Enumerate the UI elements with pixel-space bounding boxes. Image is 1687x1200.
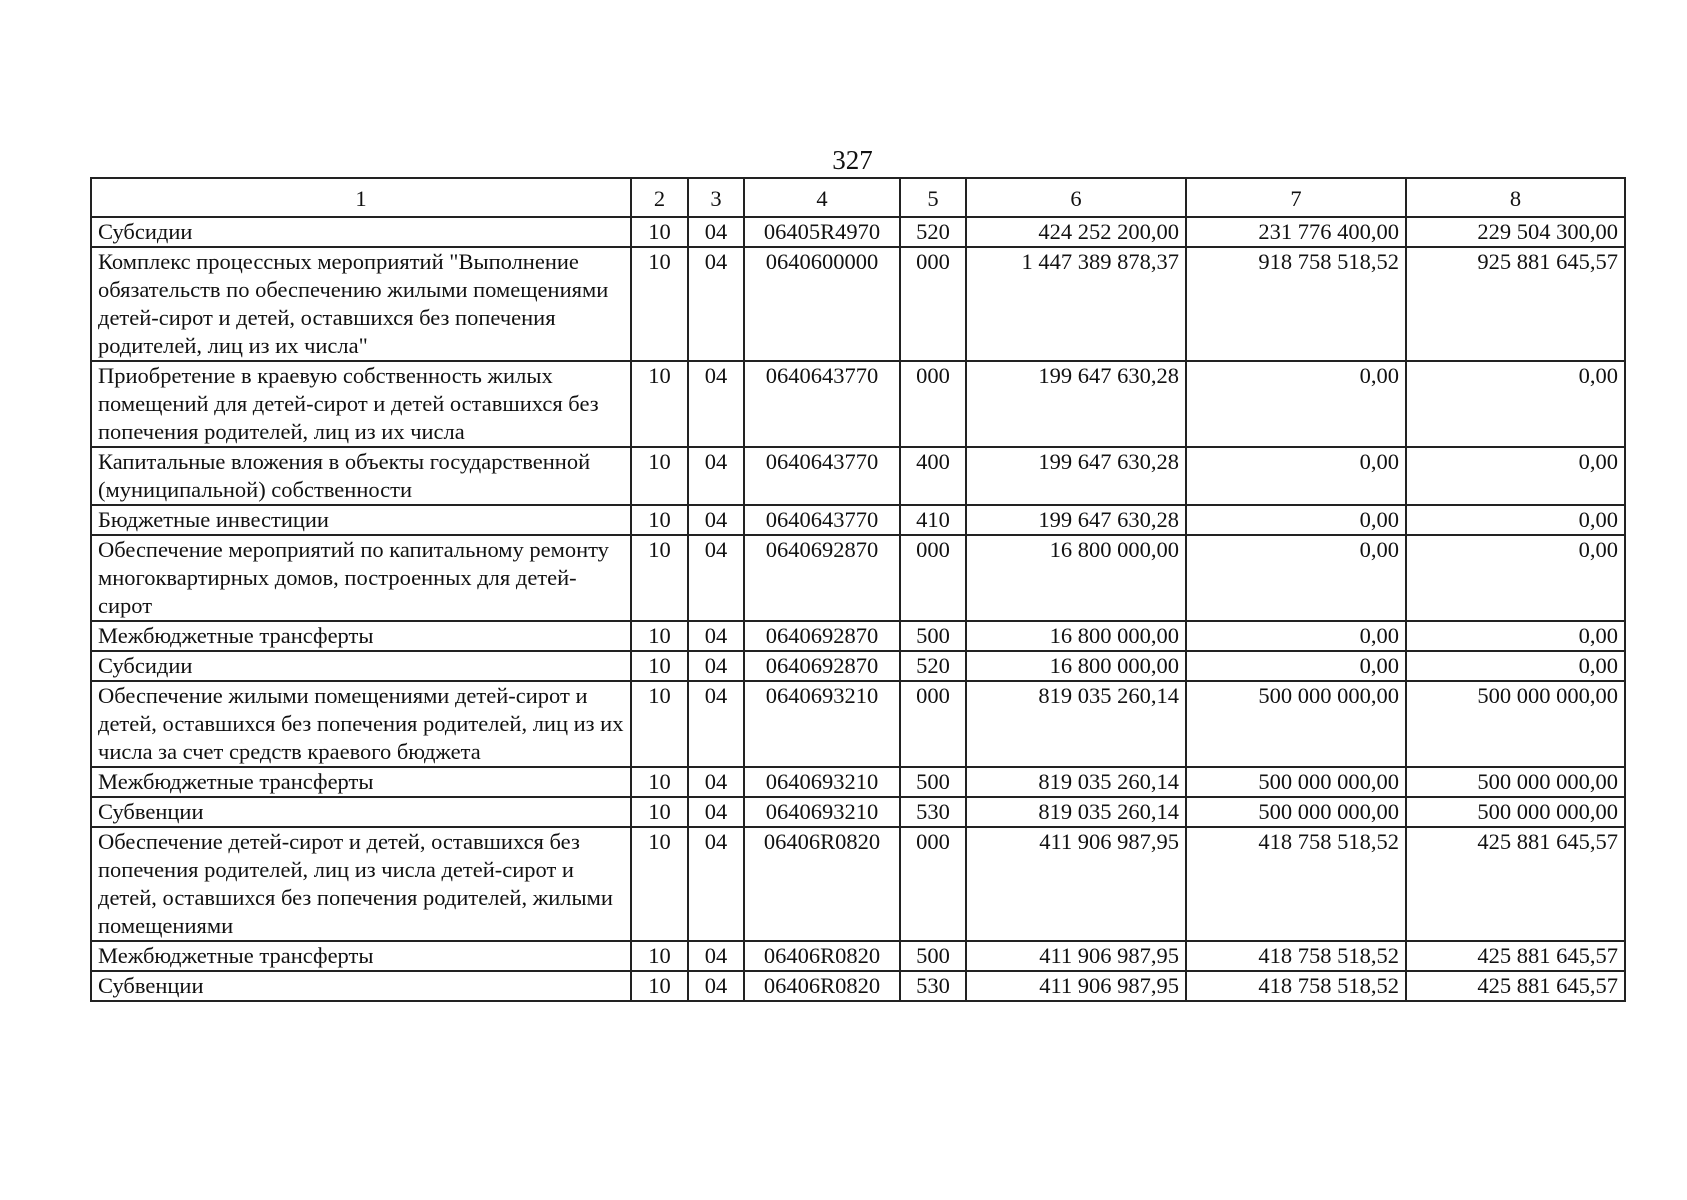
row-expense-type: 500 [900, 621, 966, 651]
row-target-code: 0640643770 [744, 505, 900, 535]
row-amount-col7: 0,00 [1186, 361, 1406, 447]
row-amount-col7: 500 000 000,00 [1186, 681, 1406, 767]
table-row [91, 217, 1625, 247]
row-target-code: 06406R0820 [744, 971, 900, 1001]
row-amount-col8: 0,00 [1406, 535, 1625, 621]
row-amount-col8: 425 881 645,57 [1406, 827, 1625, 941]
row-amount-col6: 411 906 987,95 [966, 827, 1186, 941]
row-name: Обеспечение детей-сирот и детей, оставшихся без попечения родителей, лиц из числа детей-сирот и детей, оставшихся без попечения родителей, жилыми помещениями [91, 827, 631, 941]
row-expense-type: 000 [900, 361, 966, 447]
row-expense-type: 500 [900, 941, 966, 971]
row-name: Субсидии [91, 651, 631, 681]
row-section: 10 [631, 797, 688, 827]
row-subsection: 04 [688, 361, 744, 447]
header-col-3: 3 [688, 178, 744, 217]
row-amount-col8: 0,00 [1406, 505, 1625, 535]
row-expense-type: 530 [900, 971, 966, 1001]
row-expense-type: 000 [900, 247, 966, 361]
row-expense-type: 000 [900, 827, 966, 941]
header-col-6: 6 [966, 178, 1186, 217]
row-section: 10 [631, 535, 688, 621]
table-row [91, 621, 1625, 651]
row-name: Межбюджетные трансферты [91, 767, 631, 797]
row-amount-col6: 424 252 200,00 [966, 217, 1186, 247]
row-amount-col6: 411 906 987,95 [966, 971, 1186, 1001]
header-col-5: 5 [900, 178, 966, 217]
row-amount-col7: 418 758 518,52 [1186, 971, 1406, 1001]
row-target-code: 0640693210 [744, 767, 900, 797]
row-section: 10 [631, 361, 688, 447]
row-subsection: 04 [688, 767, 744, 797]
row-expense-type: 000 [900, 681, 966, 767]
row-amount-col7: 500 000 000,00 [1186, 767, 1406, 797]
row-amount-col6: 819 035 260,14 [966, 681, 1186, 767]
table-row [91, 651, 1625, 681]
row-name: Субвенции [91, 797, 631, 827]
row-name: Комплекс процессных мероприятий "Выполнение обязательств по обеспечению жилыми помещениями детей-сирот и детей, оставшихся без попечения родителей, лиц из их числа" [91, 247, 631, 361]
row-amount-col8: 500 000 000,00 [1406, 767, 1625, 797]
row-amount-col7: 0,00 [1186, 447, 1406, 505]
table-row [91, 971, 1625, 1001]
row-target-code: 0640693210 [744, 797, 900, 827]
row-subsection: 04 [688, 827, 744, 941]
header-col-1: 1 [91, 178, 631, 217]
row-amount-col7: 0,00 [1186, 535, 1406, 621]
row-section: 10 [631, 767, 688, 797]
row-amount-col6: 819 035 260,14 [966, 797, 1186, 827]
row-target-code: 0640692870 [744, 651, 900, 681]
row-amount-col7: 418 758 518,52 [1186, 941, 1406, 971]
row-amount-col8: 0,00 [1406, 447, 1625, 505]
table-row [91, 535, 1625, 621]
row-amount-col6: 1 447 389 878,37 [966, 247, 1186, 361]
row-section: 10 [631, 651, 688, 681]
row-target-code: 0640643770 [744, 447, 900, 505]
budget-table [90, 177, 1626, 1002]
page-number: 327 [832, 145, 873, 175]
table-row [91, 505, 1625, 535]
row-name: Субсидии [91, 217, 631, 247]
header-col-7: 7 [1186, 178, 1406, 217]
row-section: 10 [631, 971, 688, 1001]
row-amount-col7: 418 758 518,52 [1186, 827, 1406, 941]
row-amount-col6: 199 647 630,28 [966, 505, 1186, 535]
row-subsection: 04 [688, 941, 744, 971]
row-amount-col7: 918 758 518,52 [1186, 247, 1406, 361]
row-amount-col8: 425 881 645,57 [1406, 941, 1625, 971]
row-expense-type: 410 [900, 505, 966, 535]
row-subsection: 04 [688, 217, 744, 247]
row-name: Межбюджетные трансферты [91, 941, 631, 971]
row-subsection: 04 [688, 681, 744, 767]
table-row [91, 941, 1625, 971]
row-subsection: 04 [688, 621, 744, 651]
row-target-code: 0640692870 [744, 621, 900, 651]
row-amount-col7: 0,00 [1186, 651, 1406, 681]
row-name: Обеспечение мероприятий по капитальному ремонту многоквартирных домов, построенных для детей-сирот [91, 535, 631, 621]
row-section: 10 [631, 827, 688, 941]
table-row [91, 767, 1625, 797]
row-amount-col6: 16 800 000,00 [966, 621, 1186, 651]
table-row [91, 827, 1625, 941]
row-target-code: 06406R0820 [744, 827, 900, 941]
row-section: 10 [631, 217, 688, 247]
row-target-code: 0640600000 [744, 247, 900, 361]
row-name: Межбюджетные трансферты [91, 621, 631, 651]
row-amount-col8: 229 504 300,00 [1406, 217, 1625, 247]
row-subsection: 04 [688, 797, 744, 827]
row-expense-type: 520 [900, 651, 966, 681]
row-name: Обеспечение жилыми помещениями детей-сирот и детей, оставшихся без попечения родителей, лиц из их числа за счет средств краевого бюджета [91, 681, 631, 767]
row-name: Бюджетные инвестиции [91, 505, 631, 535]
row-amount-col6: 819 035 260,14 [966, 767, 1186, 797]
header-row [91, 178, 1625, 217]
row-amount-col6: 16 800 000,00 [966, 651, 1186, 681]
row-target-code: 06406R0820 [744, 941, 900, 971]
table-body [91, 217, 1625, 1001]
row-amount-col8: 925 881 645,57 [1406, 247, 1625, 361]
row-amount-col6: 16 800 000,00 [966, 535, 1186, 621]
table-row [91, 797, 1625, 827]
row-section: 10 [631, 621, 688, 651]
row-amount-col8: 500 000 000,00 [1406, 681, 1625, 767]
row-subsection: 04 [688, 971, 744, 1001]
row-amount-col6: 199 647 630,28 [966, 361, 1186, 447]
row-section: 10 [631, 247, 688, 361]
row-name: Приобретение в краевую собственность жилых помещений для детей-сирот и детей оставшихся без попечения родителей, лиц из их числа [91, 361, 631, 447]
row-amount-col7: 500 000 000,00 [1186, 797, 1406, 827]
row-amount-col8: 500 000 000,00 [1406, 797, 1625, 827]
row-subsection: 04 [688, 447, 744, 505]
row-amount-col7: 0,00 [1186, 505, 1406, 535]
row-amount-col7: 231 776 400,00 [1186, 217, 1406, 247]
row-subsection: 04 [688, 651, 744, 681]
row-expense-type: 000 [900, 535, 966, 621]
table-row [91, 681, 1625, 767]
table-header [91, 178, 1625, 217]
header-col-4: 4 [744, 178, 900, 217]
row-target-code: 0640643770 [744, 361, 900, 447]
row-name: Капитальные вложения в объекты государственной (муниципальной) собственности [91, 447, 631, 505]
row-subsection: 04 [688, 247, 744, 361]
row-section: 10 [631, 505, 688, 535]
table-row [91, 447, 1625, 505]
row-target-code: 0640693210 [744, 681, 900, 767]
row-subsection: 04 [688, 535, 744, 621]
row-amount-col8: 0,00 [1406, 621, 1625, 651]
row-amount-col7: 0,00 [1186, 621, 1406, 651]
row-amount-col8: 425 881 645,57 [1406, 971, 1625, 1001]
row-expense-type: 400 [900, 447, 966, 505]
row-target-code: 06405R4970 [744, 217, 900, 247]
header-col-2: 2 [631, 178, 688, 217]
table-row [91, 361, 1625, 447]
row-subsection: 04 [688, 505, 744, 535]
header-col-8: 8 [1406, 178, 1625, 217]
row-amount-col6: 199 647 630,28 [966, 447, 1186, 505]
row-expense-type: 520 [900, 217, 966, 247]
row-section: 10 [631, 681, 688, 767]
row-expense-type: 530 [900, 797, 966, 827]
row-section: 10 [631, 941, 688, 971]
row-target-code: 0640692870 [744, 535, 900, 621]
row-section: 10 [631, 447, 688, 505]
row-amount-col6: 411 906 987,95 [966, 941, 1186, 971]
row-name: Субвенции [91, 971, 631, 1001]
row-amount-col8: 0,00 [1406, 651, 1625, 681]
table-row [91, 247, 1625, 361]
row-amount-col8: 0,00 [1406, 361, 1625, 447]
row-expense-type: 500 [900, 767, 966, 797]
